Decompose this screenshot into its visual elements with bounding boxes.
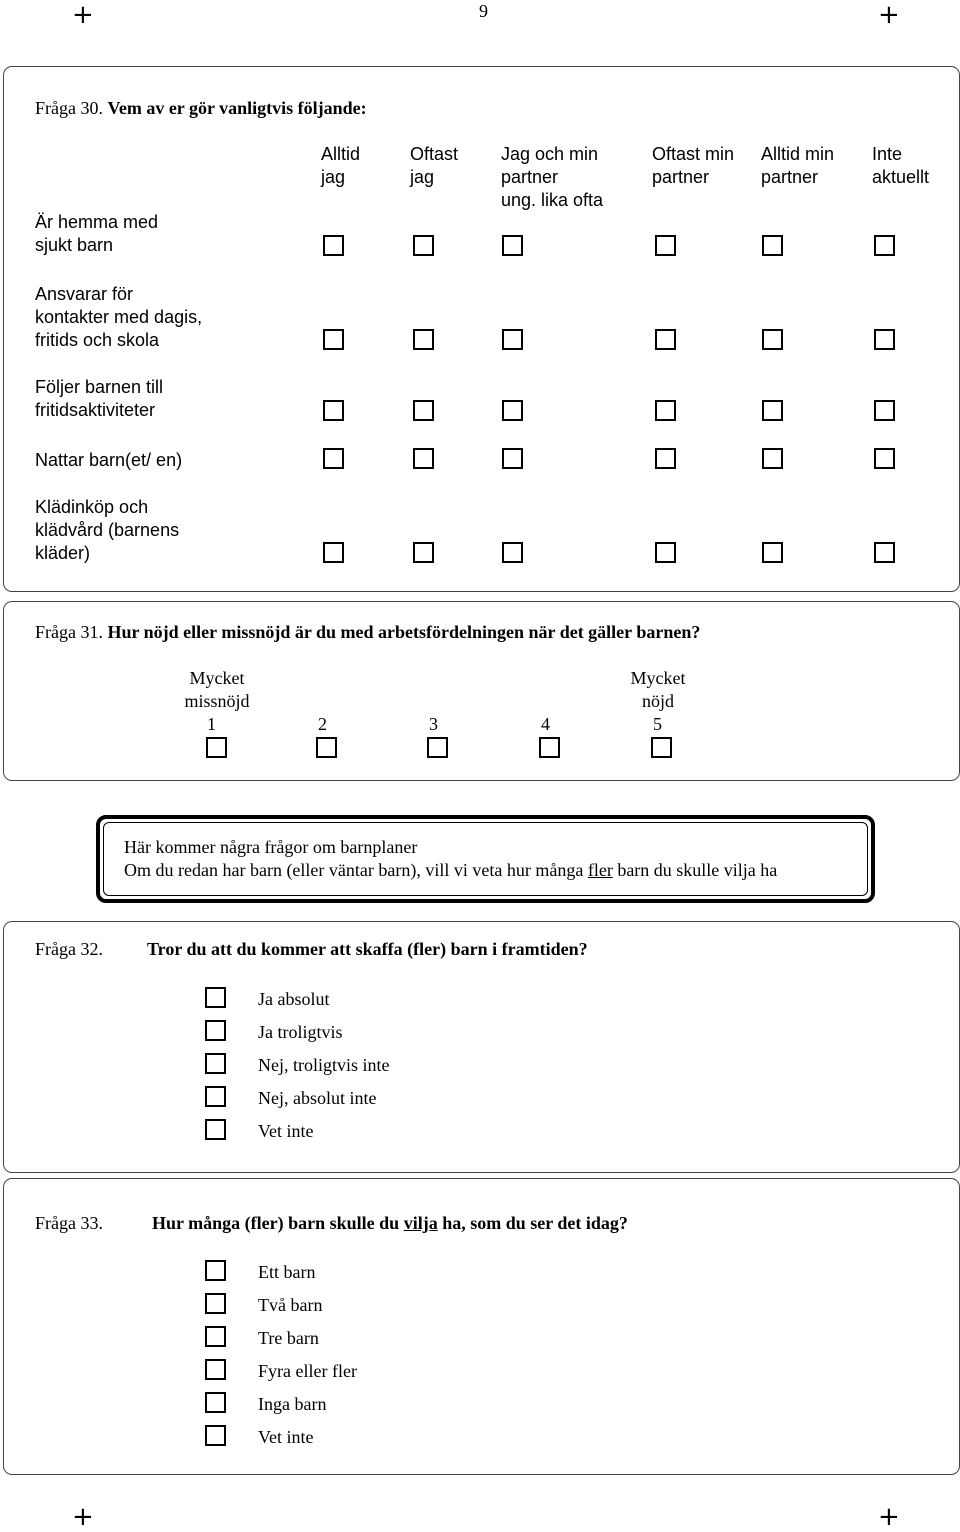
- question-31-text: Hur nöjd eller missnöjd är du med arbetsfördelningen när det gäller barnen?: [107, 622, 701, 642]
- checkbox-q30-r3-always-me[interactable]: [323, 400, 344, 421]
- checkbox-q30-r1-mostly-me[interactable]: [413, 235, 434, 256]
- registration-mark-bottom-left: +: [72, 1502, 94, 1532]
- checkbox-q30-r4-equal[interactable]: [502, 448, 523, 469]
- row-label-sick-child: Är hemma med sjukt barn: [35, 212, 159, 255]
- column-header-mostly-partner: Oftast min partner: [652, 144, 735, 187]
- checkbox-q31-4[interactable]: [539, 737, 560, 758]
- checkbox-q32-option-4[interactable]: [205, 1086, 226, 1107]
- checkbox-q30-r2-always-me[interactable]: [323, 329, 344, 350]
- checkbox-q30-r4-always-partner[interactable]: [762, 448, 783, 469]
- scale-number-2: 2: [318, 714, 327, 734]
- checkbox-q30-r4-not-applicable[interactable]: [874, 448, 895, 469]
- info-line-1: Här kommer några frågor om barnplaner: [124, 837, 418, 857]
- info-line-2: Om du redan har barn (eller väntar barn), vill vi veta hur många fler barn du skulle vilja ha: [124, 860, 778, 880]
- checkbox-q33-option-6[interactable]: [205, 1425, 226, 1446]
- registration-mark-top-left: +: [72, 0, 94, 30]
- checkbox-q32-option-5[interactable]: [205, 1119, 226, 1140]
- question-33-number: Fråga 33.: [35, 1213, 103, 1233]
- checkbox-q30-r5-always-partner[interactable]: [762, 542, 783, 563]
- question-33-underlined-word: vilja: [403, 1213, 438, 1233]
- checkbox-q30-r4-mostly-me[interactable]: [413, 448, 434, 469]
- info-underlined-word: fler: [587, 860, 613, 880]
- question-30-text: Vem av er gör vanligtvis följande:: [107, 98, 367, 118]
- checkbox-q30-r5-not-applicable[interactable]: [874, 542, 895, 563]
- question-33-text: Hur många (fler) barn skulle du vilja ha, som du ser det idag?: [152, 1213, 628, 1233]
- option-label: Ja absolut: [258, 989, 330, 1009]
- checkbox-q30-r2-equal[interactable]: [502, 329, 523, 350]
- registration-mark-top-right: +: [878, 0, 900, 30]
- option-label: Inga barn: [258, 1394, 327, 1414]
- option-label: Tre barn: [258, 1328, 319, 1348]
- row-label-contacts: Ansvarar för kontakter med dagis, fritids och skola: [35, 284, 203, 350]
- option-label: Nej, troligtvis inte: [258, 1055, 390, 1075]
- question-32-number: Fråga 32.: [35, 939, 103, 959]
- checkbox-q30-r3-mostly-me[interactable]: [413, 400, 434, 421]
- checkbox-q31-5[interactable]: [651, 737, 672, 758]
- page-number: 9: [479, 1, 488, 21]
- option-label: Ja troligtvis: [258, 1022, 343, 1042]
- checkbox-q30-r1-mostly-partner[interactable]: [655, 235, 676, 256]
- checkbox-q31-2[interactable]: [316, 737, 337, 758]
- column-header-mostly-me: Oftast jag: [410, 144, 459, 187]
- option-label: Vet inte: [258, 1427, 314, 1447]
- checkbox-q30-r5-equal[interactable]: [502, 542, 523, 563]
- question-31-heading: [35, 621, 700, 644]
- scale-number-3: 3: [429, 714, 438, 734]
- checkbox-q30-r2-always-partner[interactable]: [762, 329, 783, 350]
- checkbox-q30-r5-mostly-partner[interactable]: [655, 542, 676, 563]
- column-header-always-partner: Alltid min partner: [761, 144, 835, 187]
- checkbox-q33-option-1[interactable]: [205, 1260, 226, 1281]
- option-label: Vet inte: [258, 1121, 314, 1141]
- option-label: Nej, absolut inte: [258, 1088, 377, 1108]
- option-label: Ett barn: [258, 1262, 316, 1282]
- question-30-heading: [35, 97, 367, 120]
- checkbox-q30-r4-always-me[interactable]: [323, 448, 344, 469]
- checkbox-q30-r5-always-me[interactable]: [323, 542, 344, 563]
- checkbox-q30-r1-equal[interactable]: [502, 235, 523, 256]
- checkbox-q33-option-2[interactable]: [205, 1293, 226, 1314]
- question-30-number: Fråga 30.: [35, 98, 103, 118]
- checkbox-q30-r2-not-applicable[interactable]: [874, 329, 895, 350]
- checkbox-q30-r3-always-partner[interactable]: [762, 400, 783, 421]
- checkbox-q32-option-1[interactable]: [205, 987, 226, 1008]
- checkbox-q33-option-4[interactable]: [205, 1359, 226, 1380]
- row-label-activities: Följer barnen till fritidsaktiviteter: [35, 377, 164, 420]
- question-32-text: Tror du att du kommer att skaffa (fler) barn i framtiden?: [147, 939, 588, 959]
- column-header-not-applicable: Inte aktuellt: [872, 144, 930, 187]
- checkbox-q30-r2-mostly-partner[interactable]: [655, 329, 676, 350]
- checkbox-q30-r1-always-me[interactable]: [323, 235, 344, 256]
- column-header-always-me: Alltid jag: [321, 144, 361, 187]
- checkbox-q30-r3-mostly-partner[interactable]: [655, 400, 676, 421]
- scale-number-5: 5: [653, 714, 662, 734]
- scale-number-4: 4: [541, 714, 550, 734]
- registration-mark-bottom-right: +: [878, 1502, 900, 1532]
- checkbox-q31-3[interactable]: [427, 737, 448, 758]
- checkbox-q30-r2-mostly-me[interactable]: [413, 329, 434, 350]
- checkbox-q32-option-3[interactable]: [205, 1053, 226, 1074]
- option-label: Fyra eller fler: [258, 1361, 357, 1381]
- row-label-bedtime: Nattar barn(et/ en): [35, 450, 183, 470]
- option-label: Två barn: [258, 1295, 323, 1315]
- checkbox-q31-1[interactable]: [206, 737, 227, 758]
- row-label-clothes: Klädinköp och klädvård (barnens kläder): [35, 497, 180, 563]
- checkbox-q30-r5-mostly-me[interactable]: [413, 542, 434, 563]
- checkbox-q30-r1-always-partner[interactable]: [762, 235, 783, 256]
- checkbox-q33-option-3[interactable]: [205, 1326, 226, 1347]
- question-31-number: Fråga 31.: [35, 622, 103, 642]
- scale-low-label: Mycket missnöjd: [184, 668, 250, 711]
- checkbox-q33-option-5[interactable]: [205, 1392, 226, 1413]
- checkbox-q30-r3-equal[interactable]: [502, 400, 523, 421]
- checkbox-q30-r1-not-applicable[interactable]: [874, 235, 895, 256]
- checkbox-q32-option-2[interactable]: [205, 1020, 226, 1041]
- scale-number-1: 1: [207, 714, 216, 734]
- checkbox-q30-r3-not-applicable[interactable]: [874, 400, 895, 421]
- checkbox-q30-r4-mostly-partner[interactable]: [655, 448, 676, 469]
- column-header-equal: Jag och min partner ung. lika ofta: [501, 144, 604, 210]
- scale-high-label: Mycket nöjd: [630, 668, 686, 711]
